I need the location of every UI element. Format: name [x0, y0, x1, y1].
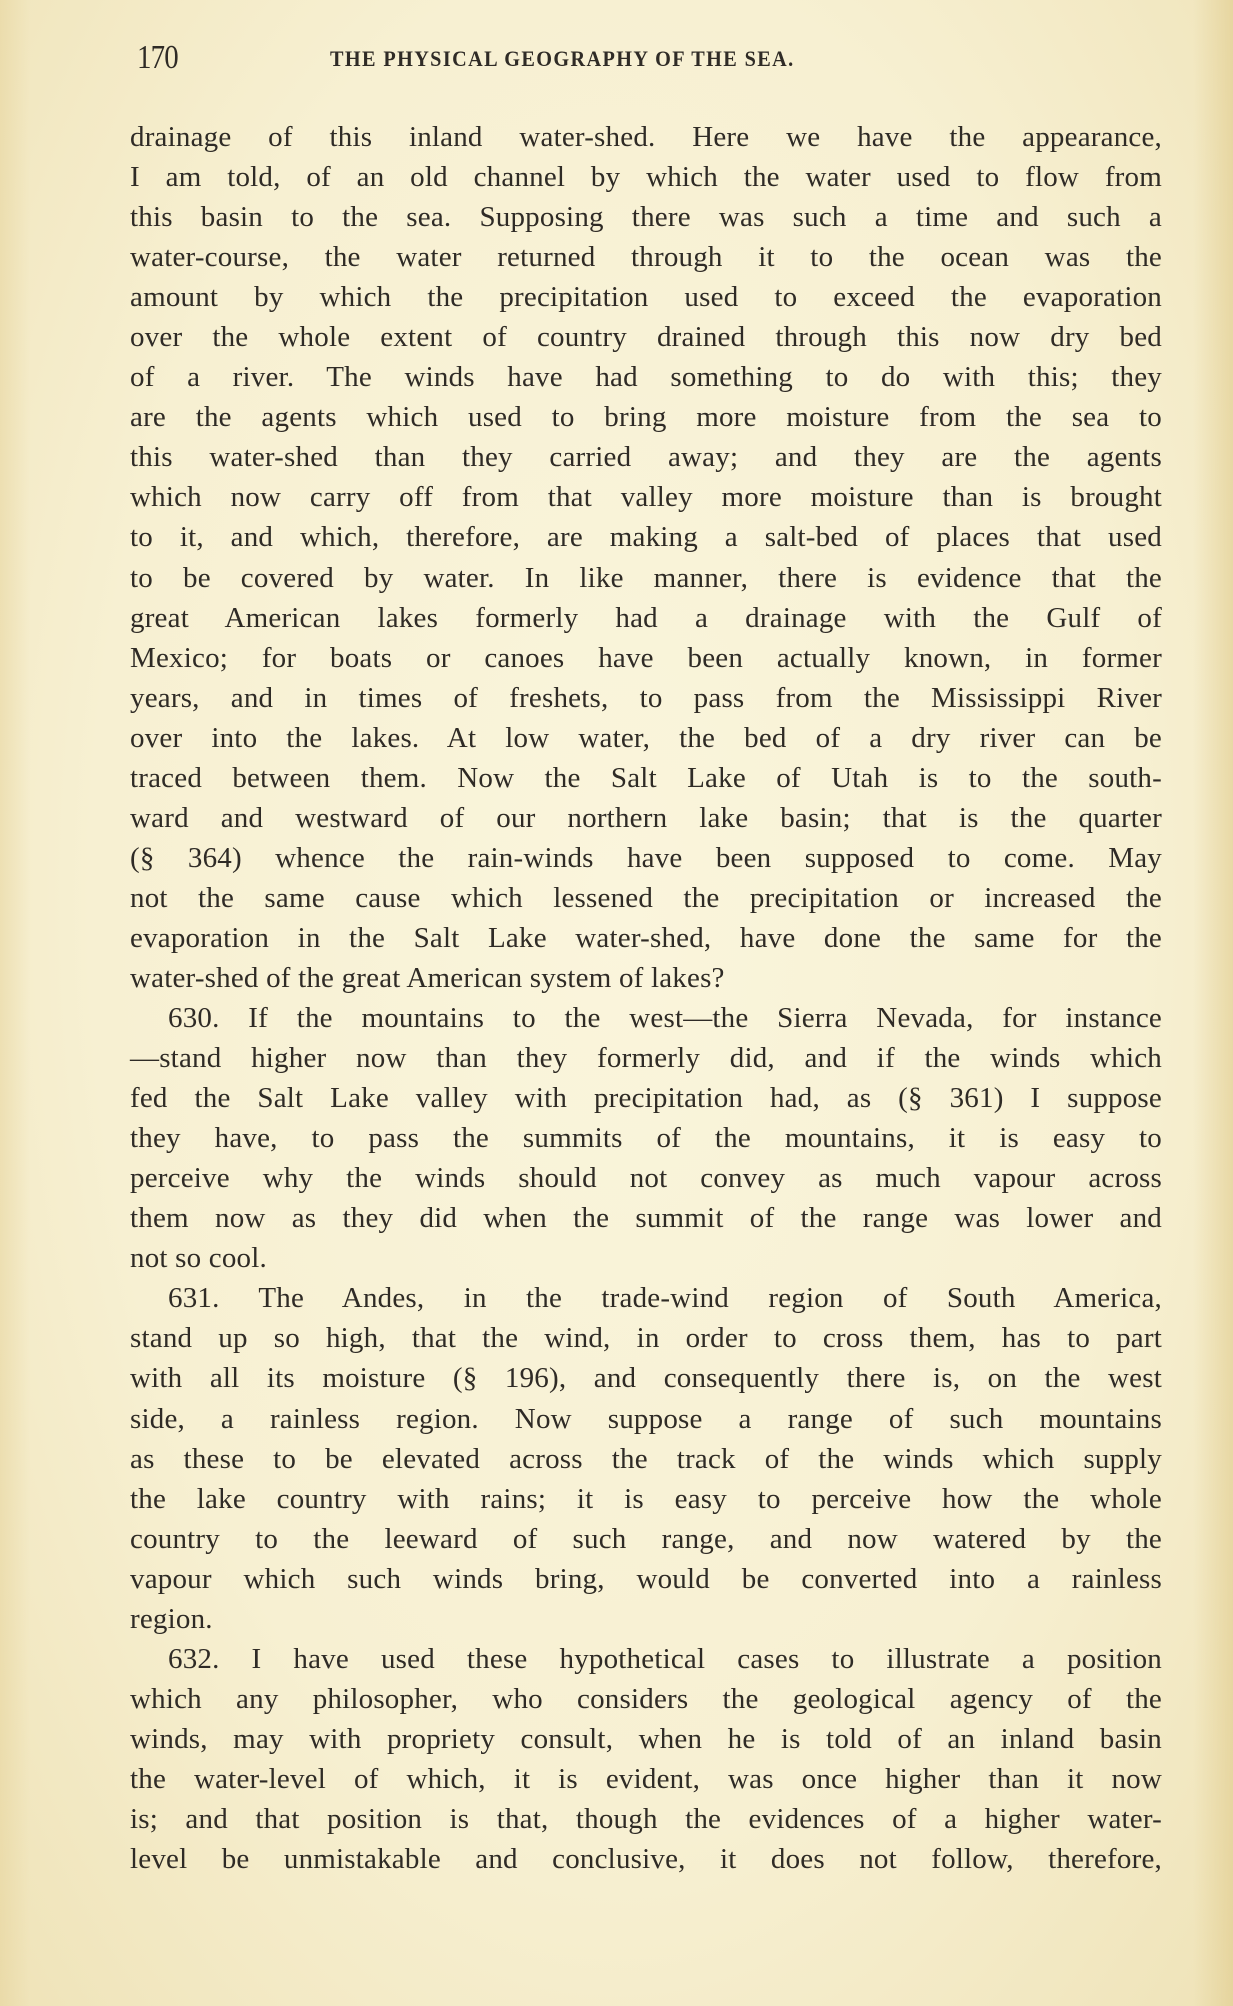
text-line: water-course, the water returned through it to the ocean was the: [130, 241, 1162, 274]
running-title: THE PHYSICAL GEOGRAPHY OF THE SEA.: [330, 46, 795, 71]
text-line: great American lakes formerly had a drainage with the Gulf of: [130, 601, 1162, 634]
text-line: side, a rainless region. Now suppose a range of such mountains: [130, 1402, 1162, 1435]
paragraph-first-line: 632. I have used these hypothetical cases to illustrate a position: [168, 1642, 1162, 1675]
text-line: Mexico; for boats or canoes have been actually known, in former: [130, 641, 1162, 674]
text-line: this water-shed than they carried away; and they are the agents: [130, 441, 1162, 474]
text-line: is; and that position is that, though the evidences of a higher water-: [130, 1802, 1162, 1835]
text-line: vapour which such winds bring, would be converted into a rainless: [130, 1562, 1162, 1595]
text-line: years, and in times of freshets, to pass from the Mississippi River: [130, 681, 1162, 714]
running-head: [130, 38, 1162, 78]
text-line: as these to be elevated across the track of the winds which supply: [130, 1442, 1162, 1475]
text-line: (§ 364) whence the rain-winds have been supposed to come. May: [130, 841, 1162, 874]
text-line: not so cool.: [130, 1242, 267, 1275]
text-line: which now carry off from that valley more moisture than is brought: [130, 481, 1162, 514]
text-line: to it, and which, therefore, are making a salt-bed of places that used: [130, 521, 1162, 554]
text-line: perceive why the winds should not convey as much vapour across: [130, 1162, 1162, 1195]
text-line: evaporation in the Salt Lake water-shed, have done the same for the: [130, 921, 1162, 954]
text-line: level be unmistakable and conclusive, it does not follow, therefore,: [130, 1843, 1162, 1876]
text-line: amount by which the precipitation used to exceed the evaporation: [130, 281, 1162, 314]
text-line: fed the Salt Lake valley with precipitation had, as (§ 361) I suppose: [130, 1082, 1162, 1115]
text-line: of a river. The winds have had something to do with this; they: [130, 361, 1162, 394]
text-line: which any philosopher, who considers the geological agency of the: [130, 1682, 1162, 1715]
text-line: with all its moisture (§ 196), and consequently there is, on the west: [130, 1362, 1162, 1395]
paragraph-first-line: 630. If the mountains to the west—the Sierra Nevada, for instance: [168, 1002, 1162, 1035]
text-line: ward and westward of our northern lake basin; that is the quarter: [130, 801, 1162, 834]
text-line: the lake country with rains; it is easy to perceive how the whole: [130, 1482, 1162, 1515]
text-line: over the whole extent of country drained through this now dry bed: [130, 321, 1162, 354]
page-edge-shading-right: [1193, 0, 1233, 2006]
text-line: this basin to the sea. Supposing there was such a time and such a: [130, 201, 1162, 234]
text-line: to be covered by water. In like manner, there is evidence that the: [130, 561, 1162, 594]
text-line: stand up so high, that the wind, in order to cross them, has to part: [130, 1322, 1162, 1355]
text-line: winds, may with propriety consult, when he is told of an inland basin: [130, 1722, 1162, 1755]
text-line: —stand higher now than they formerly did, and if the winds which: [130, 1042, 1162, 1075]
text-line: region.: [130, 1602, 213, 1635]
page-edge-shading-left: [0, 0, 30, 2006]
paragraph-first-line: 631. The Andes, in the trade-wind region of South America,: [168, 1282, 1162, 1315]
text-line: them now as they did when the summit of the range was lower and: [130, 1202, 1162, 1235]
text-line: traced between them. Now the Salt Lake of Utah is to the south-: [130, 761, 1162, 794]
page-number: 170: [137, 39, 178, 76]
text-line: drainage of this inland water-shed. Here we have the appearance,: [130, 121, 1162, 153]
body-text: [130, 117, 1162, 1879]
text-line: over into the lakes. At low water, the bed of a dry river can be: [130, 721, 1162, 754]
text-line: I am told, of an old channel by which the water used to flow from: [130, 161, 1162, 194]
text-line: country to the leeward of such range, and now watered by the: [130, 1522, 1162, 1555]
text-line: water-shed of the great American system of lakes?: [130, 961, 725, 994]
text-line: not the same cause which lessened the precipitation or increased the: [130, 881, 1162, 914]
text-line: the water-level of which, it is evident, was once higher than it now: [130, 1762, 1162, 1795]
text-line: they have, to pass the summits of the mountains, it is easy to: [130, 1122, 1162, 1155]
text-line: are the agents which used to bring more moisture from the sea to: [130, 401, 1162, 434]
